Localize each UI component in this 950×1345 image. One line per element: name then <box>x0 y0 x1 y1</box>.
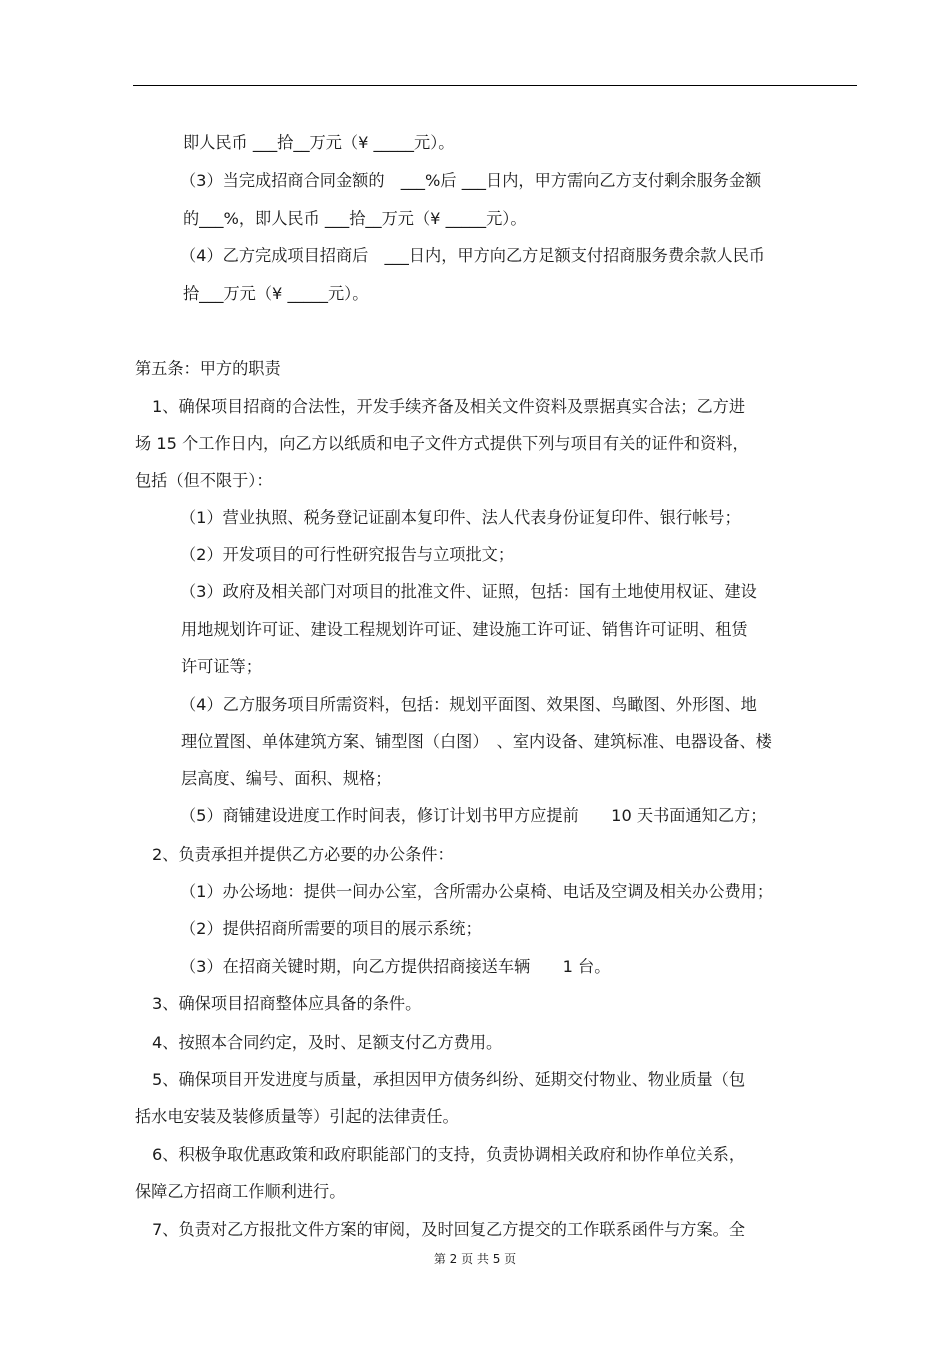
text-line: 1、确保项目招商的合法性，开发手续齐备及相关文件资料及票据真实合法；乙方进 <box>152 397 746 416</box>
text-line: （4）乙方完成项目招商后 ___日内，甲方向乙方足额支付招商服务费余款人民币 <box>180 246 765 265</box>
text-line: （3）政府及相关部门对项目的批准文件、证照，包括：国有土地使用权证、建设 <box>180 582 757 601</box>
text-line: 5、确保项目开发进度与质量，承担因甲方债务纠纷、延期交付物业、物业质量（包 <box>152 1070 746 1089</box>
text-line: 包括（但不限于）： <box>135 471 273 490</box>
text-line: （3）当完成招商合同金额的 ___%后 ___日内，甲方需向乙方支付剩余服务金额 <box>180 171 762 190</box>
header-rule <box>133 85 857 86</box>
text-line: （1）办公场地：提供一间办公室，含所需办公桌椅、电话及空调及相关办公费用； <box>180 882 774 901</box>
text-line: （2）提供招商所需要的项目的展示系统； <box>180 919 482 938</box>
text-line: 2、负责承担并提供乙方必要的办公条件： <box>152 845 454 864</box>
text-line: 保障乙方招商工作顺利进行。 <box>135 1182 346 1201</box>
text-line: 4、按照本合同约定，及时、足额支付乙方费用。 <box>152 1033 503 1052</box>
text-line: （2）开发项目的可行性研究报告与立项批文； <box>180 545 515 564</box>
text-line: 理位置图、单体建筑方案、铺型图（白图） 、室内设备、建筑标准、电器设备、楼 <box>181 732 772 751</box>
text-line: 许可证等； <box>181 657 262 676</box>
text-line: （5）商铺建设进度工作时间表，修订计划书甲方应提前 10 天书面通知乙方； <box>180 806 767 825</box>
text-line: 的___%，即人民币 ___拾__万元（¥ _____元）。 <box>183 209 527 228</box>
text-line: （3）在招商关键时期，向乙方提供招商接送车辆 1 台。 <box>180 957 611 976</box>
text-line: （4）乙方服务项目所需资料，包括：规划平面图、效果图、鸟瞰图、外形图、地 <box>180 695 757 714</box>
text-line: 拾___万元（¥ _____元）。 <box>183 284 369 303</box>
section-heading: 第五条：甲方的职责 <box>135 359 281 378</box>
text-line: 即人民币 ___拾__万元（¥ _____元）。 <box>183 133 455 152</box>
text-line: 6、积极争取优惠政策和政府职能部门的支持，负责协调相关政府和协作单位关系， <box>152 1145 746 1164</box>
text-line: 3、确保项目招商整体应具备的条件。 <box>152 994 422 1013</box>
text-line: 7、负责对乙方报批文件方案的审阅，及时回复乙方提交的工作联系函件与方案。全 <box>152 1220 746 1239</box>
text-line: 括水电安装及装修质量等）引起的法律责任。 <box>135 1107 459 1126</box>
text-line: 场 15 个工作日内，向乙方以纸质和电子文件方式提供下列与项目有关的证件和资料， <box>135 434 749 453</box>
text-line: 层高度、编号、面积、规格； <box>181 769 392 788</box>
text-line: （1）营业执照、税务登记证副本复印件、法人代表身份证复印件、银行帐号； <box>180 508 741 527</box>
page-number: 第 2 页 共 5 页 <box>433 1252 517 1266</box>
text-line: 用地规划许可证、建设工程规划许可证、建设施工许可证、销售许可证明、租赁 <box>181 620 748 639</box>
